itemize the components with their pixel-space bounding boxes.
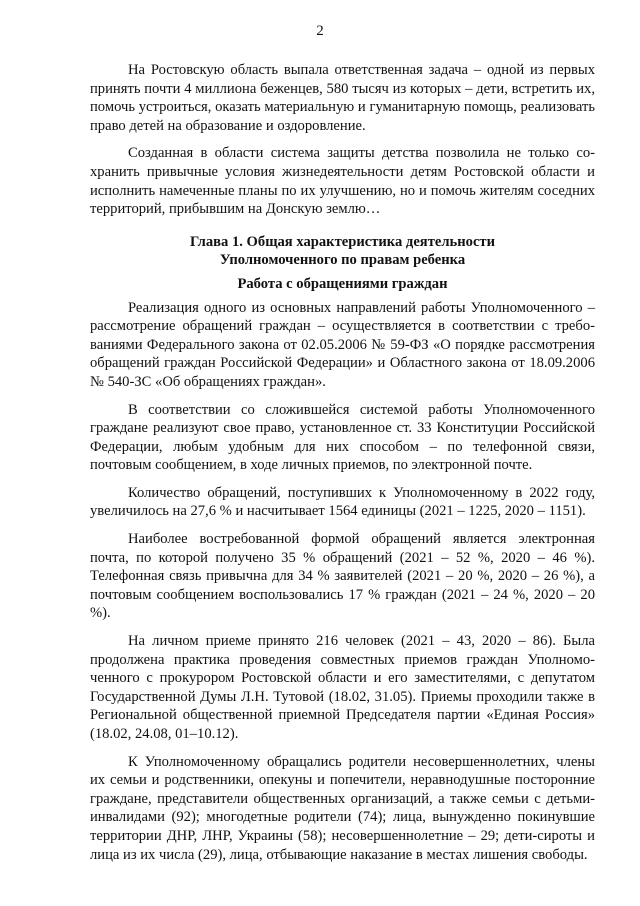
chapter-title-line-2: Уполномоченного по правам ребенка [219, 252, 466, 269]
section-paragraph-5: На личном приеме принято 216 человек (2021 – 43, 2020 – 86). Была продолжена практика проведения совместных приемов граждан Уполномоченного с прокурором Ростовской области и его заместителями, с депутатом Государственной Думы Л.Н. Тутовой (18.02, 31.05). Приемы проходили также в Региональной общественной приемной Председателя партии «Единая Россия» (18.02, 24.08, 01–10.12). [90, 633, 595, 742]
document-body [90, 61, 595, 873]
intro-paragraph-1: На Ростовскую область выпала ответственная задача – одной из первых принять почти 4 миллиона беженцев, 580 тысяч из которых – дети, встретить их, помочь устроиться, оказать материальную и гуманитарную помощь, реализовать право детей на образование и оздоровление. [90, 62, 595, 134]
section-paragraph-6: К Уполномоченному обращались родители несовершеннолетних, члены их семьи и родственники, опекуны и попечители, неравнодушные посторонние граждане, представители общественных организаций, а также семьи с детьми-инвалидами (92); многодетные родители (74); лица, вынужденно покинувшие территории ДНР, ЛНР, Украины (58); несовершеннолетние – 29; дети-сироты и лица из их числа (29), лица, отбывающие наказание в местах лишения свободы. [90, 753, 595, 863]
intro-paragraph-2: Созданная в области система защиты детства позволила не только сохранить привычные условия жизнедеятельности детям Ростовской области и исполнить намеченные планы по их улучшению, но и помочь жителям соседних территорий, прибывшим на Донскую землю… [90, 145, 595, 218]
chapter-title [90, 233, 595, 270]
section-paragraph-4: Наиболее востребованной формой обращений является электронная почта, по которой получено 35 % обращений (2021 – 52 %, 2020 – 46 %). Телефонная связь привычна для 34 % заявителей (2021 – 20 %, 2020 – 26 %), а почтовым сообщением воспользовались 17 % граждан (2021 – 24 %, 2020 – 20 %). [90, 531, 595, 622]
section-paragraph-1: Реализация одного из основных направлений работы Уполномоченного – рассмотрение обращений граждан – осуществляется в соответствии с требованиями Федерального закона от 02.05.2006 № 59-ФЗ «О порядке рассмотрения обращений граждан Российской Федерации» и Областного закона от 18.09.2006 № 540-ЗС «Об обращениях граждан». [90, 299, 595, 390]
section-paragraph-2: В соответствии со сложившейся системой работы Уполномоченного граждане реализуют свое право, установленное ст. 33 Конституции Российской Федерации, любым удобным для них способом – по телефонной связи, почтовым сообщением, в ходе личных приемов, по электронной почте. [90, 401, 595, 474]
section-title: Работа с обращениями граждан [237, 275, 448, 292]
section-paragraph-3: Количество обращений, поступивших к Уполномоченному в 2022 году, увеличилось на 27,6 % и насчитывает 1564 единицы (2021 – 1225, 2020 – 1151). [90, 484, 595, 520]
chapter-title-line-1: Глава 1. Общая характеристика деятельности [190, 233, 495, 250]
page-number: 2 [316, 23, 324, 39]
